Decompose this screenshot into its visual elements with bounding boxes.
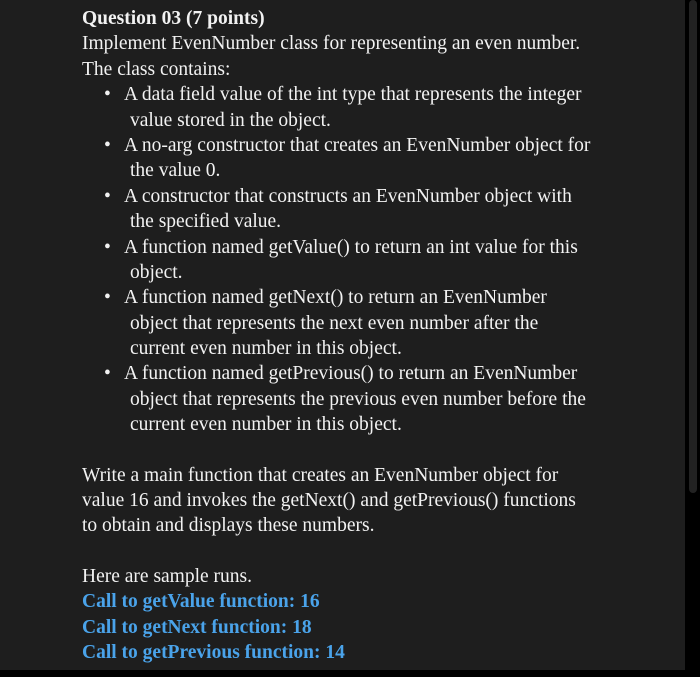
list-item-line: A function named getPrevious() to return an EvenNumber — [124, 363, 578, 385]
list-item — [82, 133, 672, 184]
list-item — [82, 184, 672, 235]
list-item-line: current even number in this object. — [130, 414, 402, 436]
sample-output-line: Call to getNext function: 18 — [82, 616, 312, 638]
list-item-line: current even number in this object. — [130, 338, 402, 360]
sample-output-line: Call to getPrevious function: 14 — [82, 641, 345, 663]
question-title: Question 03 (7 points) — [82, 8, 265, 29]
main-line-2: value 16 and invokes the getNext() and getPrevious() functions — [82, 490, 576, 512]
scrollbar[interactable] — [689, 0, 697, 493]
question-content — [82, 4, 672, 665]
list-item-line: object. — [130, 261, 183, 283]
list-item — [82, 285, 672, 361]
list-item-line: A data field value of the int type that represents the integer — [124, 84, 582, 106]
bullet-icon: • — [104, 363, 111, 385]
paragraph-gap — [82, 539, 672, 564]
bullet-icon: • — [104, 84, 111, 106]
intro-line-1: Implement EvenNumber class for representing an even number. — [82, 33, 581, 55]
list-item-line: A function named getValue() to return an int value for this — [124, 236, 578, 258]
list-item-line: the specified value. — [130, 211, 282, 233]
requirements-list — [82, 82, 672, 437]
bullet-icon: • — [104, 287, 111, 309]
sample-intro: Here are sample runs. — [82, 565, 253, 587]
list-item — [82, 82, 672, 133]
paragraph-gap — [82, 438, 672, 463]
sample-output-line: Call to getValue function: 16 — [82, 591, 320, 613]
list-item-line: the value 0. — [130, 160, 221, 182]
bullet-icon: • — [104, 134, 111, 156]
list-item — [82, 235, 672, 286]
list-item-line: A constructor that constructs an EvenNumber object with — [124, 185, 572, 207]
main-line-1: Write a main function that creates an EvenNumber object for — [82, 464, 559, 486]
list-item-line: A no-arg constructor that creates an EvenNumber object for — [124, 134, 591, 156]
list-item-line: value stored in the object. — [130, 109, 331, 131]
intro-line-2: The class contains: — [82, 58, 231, 80]
list-item-line: A function named getNext() to return an EvenNumber — [124, 287, 547, 309]
list-item-line: object that represents the previous even number before the — [130, 388, 586, 410]
list-item — [82, 361, 672, 437]
bullet-icon: • — [104, 236, 111, 258]
list-item-line: object that represents the next even number after the — [130, 312, 539, 334]
main-line-3: to obtain and displays these numbers. — [82, 515, 375, 537]
bullet-icon: • — [104, 185, 111, 207]
